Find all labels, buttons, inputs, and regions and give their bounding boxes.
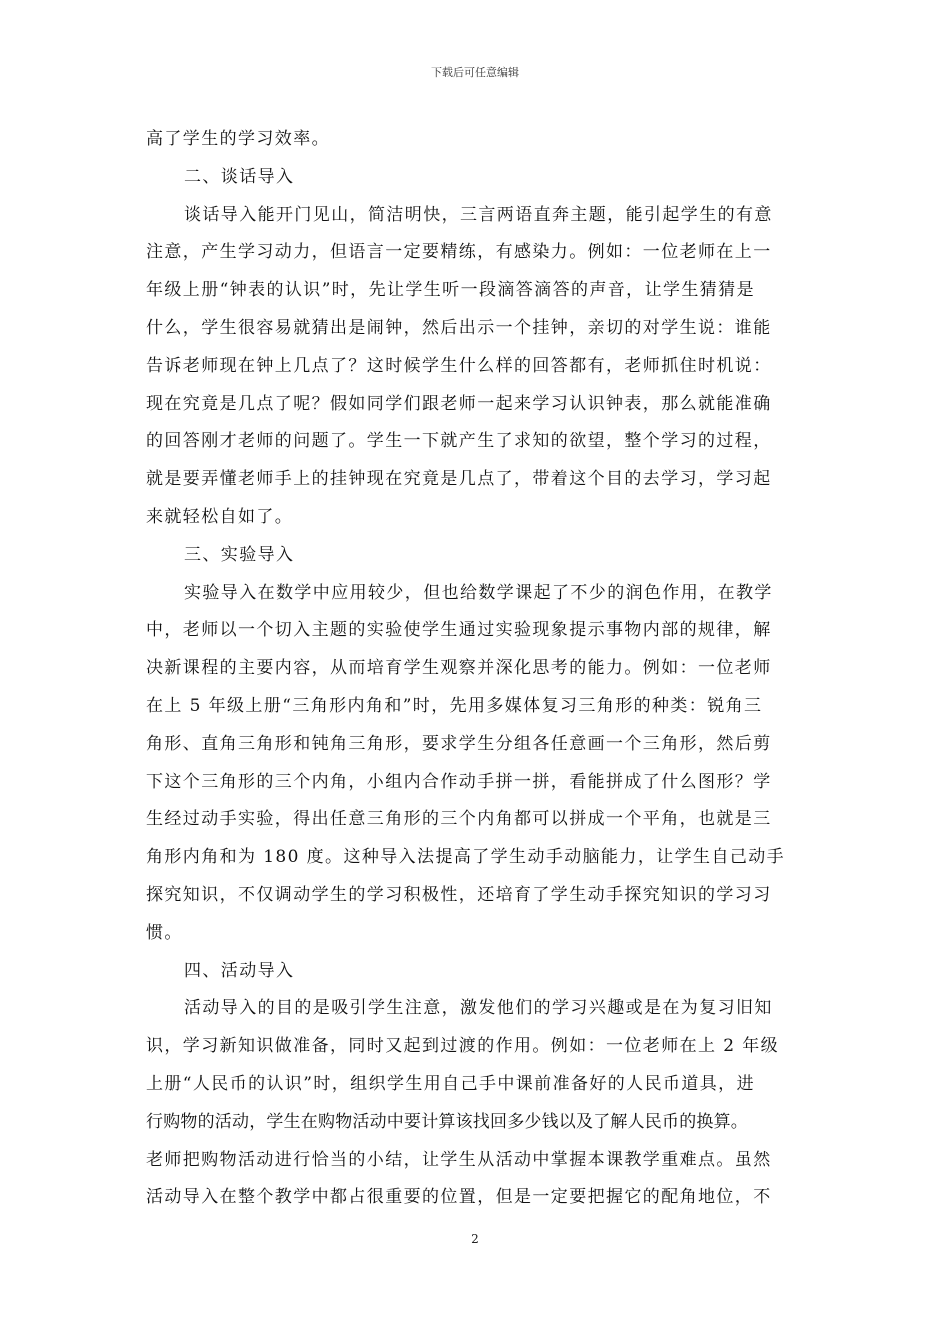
section-heading-activity-intro bbox=[146, 953, 806, 991]
document-body bbox=[146, 121, 806, 1217]
text-line: 实验导入在数学中应用较少，但也给数学课起了不少的润色作用，在教学 bbox=[184, 582, 773, 603]
paragraph-continuation bbox=[146, 121, 806, 159]
text-line: 什么，学生很容易就猜出是闹钟，然后出示一个挂钟，亲切的对学生说：谁能 bbox=[146, 317, 772, 338]
section-heading-talk-intro bbox=[146, 159, 806, 197]
text-line: 行购物的活动，学生在购物活动中要计算该找回多少钱以及了解人民币的换算。 bbox=[146, 1111, 748, 1132]
text-line: 的回答刚才老师的问题了。学生一下就产生了求知的欲望，整个学习的过程， bbox=[146, 431, 772, 452]
heading-text: 四、活动导入 bbox=[184, 960, 295, 981]
text-line: 活动导入的目的是吸引学生注意，激发他们的学习兴趣或是在为复习旧知 bbox=[184, 998, 773, 1019]
heading-text: 二、谈话导入 bbox=[184, 166, 295, 187]
text-line: 在上 5 年级上册“三角形内角和”时，先用多媒体复习三角形的种类：锐角三 bbox=[146, 695, 763, 716]
heading-text: 三、实验导入 bbox=[184, 544, 295, 565]
page-number: 2 bbox=[471, 1232, 479, 1246]
text-line: 注意，产生学习动力，但语言一定要精练，有感染力。例如：一位老师在上一 bbox=[146, 242, 772, 263]
page-footer bbox=[0, 1232, 950, 1246]
text-line: 角形内角和为 180 度。这种导入法提高了学生动手动脑能力，让学生自己动手 bbox=[146, 847, 786, 868]
text-line: 探究知识，不仅调动学生的学习积极性，还培育了学生动手探究知识的学习习 bbox=[146, 884, 772, 905]
text-line: 惯。 bbox=[146, 922, 183, 943]
text-line: 来就轻松自如了。 bbox=[146, 506, 294, 527]
text-line: 上册“人民币的认识”时，组织学生用自己手中课前准备好的人民币道具，进 bbox=[146, 1073, 755, 1094]
text-line: 就是要弄懂老师手上的挂钟现在究竟是几点了，带着这个目的去学习，学习起 bbox=[146, 469, 772, 490]
text-line: 现在究竟是几点了呢？假如同学们跟老师一起来学习认识钟表，那么就能准确 bbox=[146, 393, 772, 414]
paragraph-activity-intro bbox=[146, 990, 806, 1217]
text-line: 老师把购物活动进行恰当的小结，让学生从活动中掌握本课教学重难点。虽然 bbox=[146, 1149, 772, 1170]
text-line: 高了学生的学习效率。 bbox=[146, 129, 330, 149]
text-line: 角形、直角三角形和钝角三角形，要求学生分组各任意画一个三角形，然后剪 bbox=[146, 733, 772, 754]
header-text: 下载后可任意编辑 bbox=[431, 66, 519, 79]
text-line: 识，学习新知识做准备，同时又起到过渡的作用。例如：一位老师在上 2 年级 bbox=[146, 1036, 780, 1057]
page-header bbox=[0, 66, 950, 80]
text-line: 生经过动手实验，得出任意三角形的三个内角都可以拼成一个平角，也就是三 bbox=[146, 809, 772, 830]
text-line: 中，老师以一个切入主题的实验使学生通过实验现象提示事物内部的规律，解 bbox=[146, 620, 772, 641]
text-line: 告诉老师现在钟上几点了？这时候学生什么样的回答都有，老师抓住时机说： bbox=[146, 355, 772, 376]
text-line: 活动导入在整个教学中都占很重要的位置，但是一定要把握它的配角地位，不 bbox=[146, 1187, 772, 1208]
text-line: 年级上册“钟表的认识”时，先让学生听一段滴答滴答的声音，让学生猜猜是 bbox=[146, 280, 755, 301]
section-heading-experiment-intro bbox=[146, 537, 806, 575]
paragraph-experiment-intro bbox=[146, 575, 806, 953]
text-line: 决新课程的主要内容，从而培育学生观察并深化思考的能力。例如：一位老师 bbox=[146, 658, 772, 679]
text-line: 谈话导入能开门见山，简洁明快，三言两语直奔主题，能引起学生的有意 bbox=[184, 204, 773, 225]
text-line: 下这个三角形的三个内角，小组内合作动手拼一拼，看能拼成了什么图形？学 bbox=[146, 771, 772, 792]
paragraph-talk-intro bbox=[146, 197, 806, 537]
